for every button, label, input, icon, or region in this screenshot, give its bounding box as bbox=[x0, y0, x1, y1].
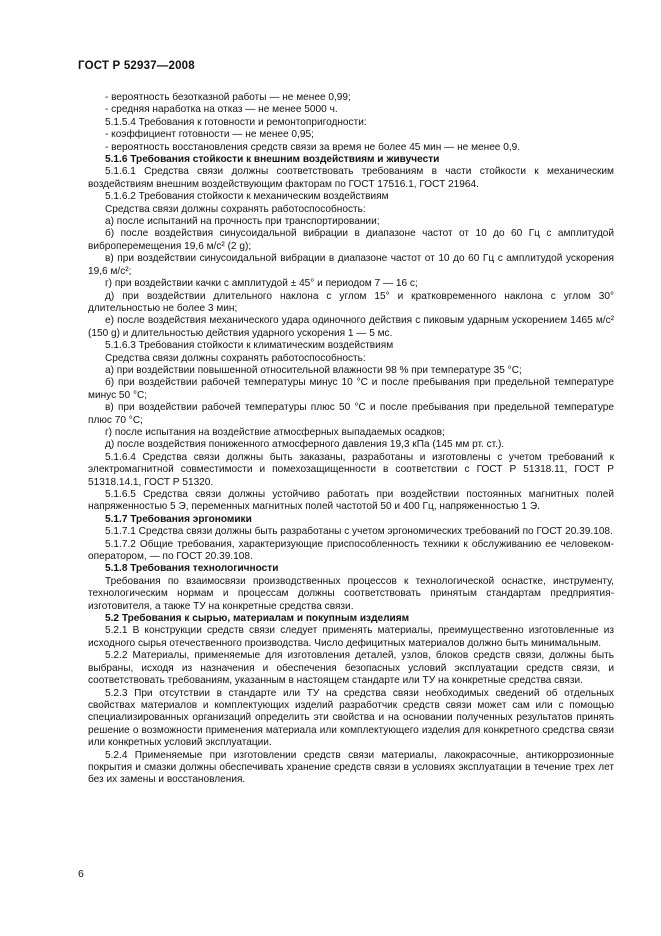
paragraph: 5.1.7.1 Средства связи должны быть разработаны с учетом эргономических требований по ГОСТ 20.39.108. bbox=[105, 526, 613, 538]
section-heading: 5.1.8 Требования технологичности bbox=[105, 563, 279, 575]
paragraph: 5.2.3 При отсутствии в стандарте или ТУ на средства связи необходимых сведений об отдельных свойствах материалов и комплектующих изделий разработчик средств связи может сам или с помощью специализированных организаций определить эти свойства и на основании полученных результатов принять решение о возможности применения материала или комплектующего изделия для конкретного средства связи или конкретных условий эксплуатации. bbox=[88, 687, 614, 749]
document-header: ГОСТ Р 52937—2008 bbox=[78, 60, 195, 72]
section-heading: 5.1.6 Требования стойкости к внешним воздействиям и живучести bbox=[105, 154, 440, 166]
paragraph: 5.1.6.2 Требования стойкости к механическим воздействиям bbox=[105, 191, 389, 203]
document-body bbox=[88, 92, 614, 787]
page-number: 6 bbox=[78, 868, 84, 880]
paragraph: 5.1.6.3 Требования стойкости к климатическим воздействиям bbox=[105, 340, 394, 352]
paragraph: г) после испытания на воздействие атмосферных выпадаемых осадков; bbox=[105, 426, 445, 438]
paragraph: 5.2.2 Материалы, применяемые для изготовления деталей, узлов, блоков средств связи, должны быть выбраны, исходя из назначения и обеспечения безопасных условий эксплуатации средств связи, и соответствовать требованиям, указанным в настоящем стандарте или ТУ на конкретные средства связи. bbox=[88, 650, 614, 687]
paragraph: б) при воздействии рабочей температуры минус 10 °С и после пребывания при предельной температуре минус 50 °С; bbox=[88, 377, 614, 401]
paragraph: 5.1.6.1 Средства связи должны соответствовать требованиям в части стойкости к механическим воздействиям внешним воздействующим факторам по ГОСТ 17516.1, ГОСТ 21964. bbox=[88, 166, 614, 190]
paragraph: 5.1.6.4 Средства связи должны быть заказаны, разработаны и изготовлены с учетом требований к электромагнитной совместимости и помехозащищенности в соответствии с ГОСТ Р 51318.11, ГОСТ Р 51318.14.1, ГОСТ Р 51320. bbox=[88, 451, 614, 488]
paragraph: Средства связи должны сохранять работоспособность: bbox=[105, 203, 366, 215]
paragraph: 5.2.1 В конструкции средств связи следует применять материалы, преимущественно изготовленные из исходного сырья отечественного производства. Число дефицитных материалов должно быть минимальным. bbox=[88, 625, 614, 649]
paragraph: в) при воздействии синусоидальной вибрации в диапазоне частот от 10 до 60 Гц с амплитудой ускорения 19,6 м/с²; bbox=[88, 253, 614, 277]
paragraph: - вероятность восстановления средств связи за время не более 45 мин — не менее 0,9. bbox=[105, 141, 521, 153]
paragraph: 5.1.5.4 Требования к готовности и ремонтопригодности: bbox=[105, 116, 367, 128]
paragraph: д) при воздействии длительного наклона с углом 15° и кратковременного наклона с углом 30° длительностью не более 3 мин; bbox=[88, 290, 614, 314]
paragraph: - вероятность безотказной работы — не менее 0,99; bbox=[105, 92, 351, 103]
paragraph: а) после испытаний на прочность при транспортировании; bbox=[105, 216, 380, 228]
paragraph: д) после воздействия пониженного атмосферного давления 19,3 кПа (145 мм рт. ст.). bbox=[105, 439, 505, 451]
paragraph: 5.1.7.2 Общие требования, характеризующие приспособленность техники к обслуживанию ее человеком-оператором, — по ГОСТ 20.39.108. bbox=[88, 538, 614, 563]
paragraph: а) при воздействии повышенной относительной влажности 98 % при температуре 35 °С; bbox=[105, 364, 522, 376]
section-heading: 5.1.7 Требования эргономики bbox=[105, 513, 252, 525]
paragraph: - средняя наработка на отказ — не менее 5000 ч. bbox=[105, 104, 338, 116]
paragraph: 5.1.6.5 Средства связи должны устойчиво работать при воздействии постоянных магнитных полей напряженностью 5 Э, переменных магнитных полей частотой 50 и 400 Гц, напряженностью 1 Э. bbox=[88, 489, 614, 513]
paragraph: г) при воздействии качки с амплитудой ± 45° и периодом 7 — 16 с; bbox=[105, 278, 418, 290]
paragraph: в) при воздействии рабочей температуры плюс 50 °С и после пребывания при предельной температуре плюс 70 °С; bbox=[88, 402, 614, 426]
paragraph: е) после воздействия механического удара одиночного действия с пиковым ударным ускорением 1465 м/с² (150 g) и длительностью действия ударного ускорения 1 — 5 мс. bbox=[88, 315, 614, 339]
paragraph: б) после воздействия синусоидальной вибрации в диапазоне частот от 10 до 60 Гц с амплитудой виброперемещения 19,6 м/с² (2 g); bbox=[88, 228, 614, 252]
paragraph: Требования по взаимосвязи производственных процессов к технологической оснастке, инструменту, технологическим нормам и процессам должны соответствовать принятым стандартам предприятия-изготовителя, а также ТУ на конкретные средства связи. bbox=[88, 575, 614, 612]
paragraph: - коэффициент готовности — не менее 0,95; bbox=[105, 129, 314, 141]
section-heading: 5.2 Требования к сырью, материалам и покупным изделиям bbox=[105, 613, 410, 625]
paragraph: Средства связи должны сохранять работоспособность: bbox=[105, 352, 366, 364]
paragraph: 5.2.4 Применяемые при изготовлении средств связи материалы, лакокрасочные, антикоррозионные покрытия и смазки должны обеспечивать хранение средств связи в условиях эксплуатации в течение трех лет без их замены и восстановления. bbox=[88, 749, 614, 786]
